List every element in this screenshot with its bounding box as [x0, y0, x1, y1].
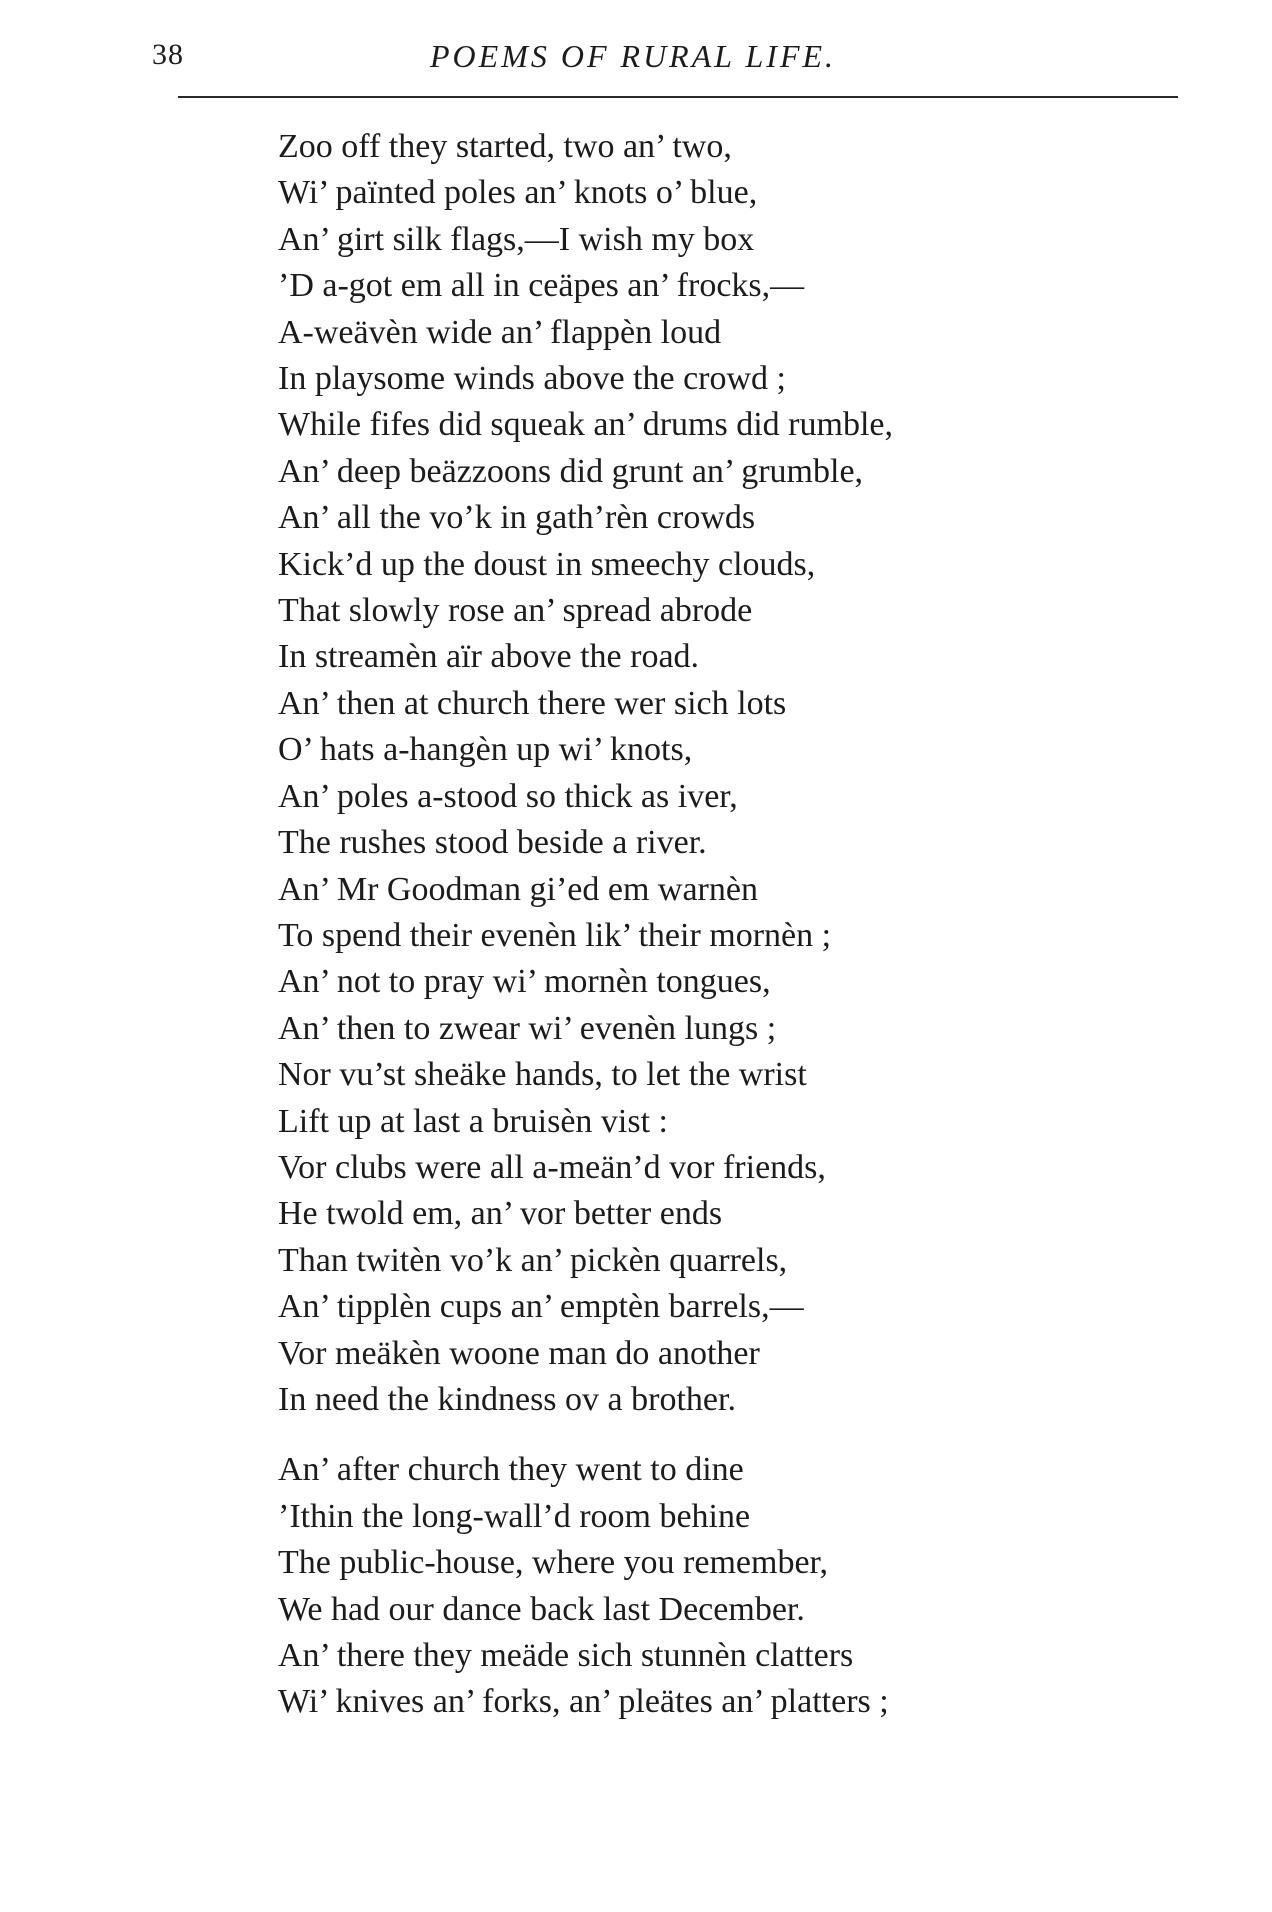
- poem-line: An’ not to pray wi’ mornèn tongues,: [278, 963, 771, 1001]
- poem-line: A-weävèn wide an’ flappèn loud: [278, 313, 722, 351]
- poem-line: Wi’ païnted poles an’ knots o’ blue,: [278, 174, 758, 212]
- poem-line: O’ hats a-hangèn up wi’ knots,: [278, 731, 693, 769]
- poem-line: An’ girt silk flags,—I wish my box: [278, 220, 755, 258]
- header-rule: [178, 96, 1178, 98]
- poem-line: The public-house, where you remember,: [278, 1544, 828, 1582]
- poem-line: An’ all the vo’k in gath’rèn crowds: [278, 499, 756, 537]
- poem-line: Zoo off they started, two an’ two,: [278, 128, 732, 165]
- poem-line: An’ after church they went to dine: [278, 1451, 744, 1489]
- poem-line: An’ then at church there wer sich lots: [278, 684, 787, 722]
- poem-line: An’ Mr Goodman gi’ed em warnèn: [278, 870, 758, 908]
- poem-line: Than twitèn vo’k an’ pickèn quarrels,: [278, 1241, 788, 1279]
- poem-line: In playsome winds above the crowd ;: [278, 360, 786, 398]
- poem-line: An’ then to zwear wi’ evenèn lungs ;: [278, 1009, 777, 1047]
- poem-line: To spend their evenèn lik’ their mornèn ;: [278, 916, 832, 954]
- poem-line: That slowly rose an’ spread abrode: [278, 592, 753, 630]
- poem-line: Kick’d up the doust in smeechy clouds,: [278, 545, 816, 583]
- poem-body: [278, 124, 1178, 1726]
- poem-line: An’ deep beäzzoons did grunt an’ grumble,: [278, 452, 864, 490]
- running-head: [150, 34, 1180, 94]
- poem-line: Nor vu’st sheäke hands, to let the wrist: [278, 1056, 807, 1094]
- poem-line: He twold em, an’ vor better ends: [278, 1195, 723, 1233]
- poem-line: In streamèn aïr above the road.: [278, 638, 700, 676]
- poem-line: ’Ithin the long-wall’d room behine: [278, 1497, 751, 1535]
- stanza: [278, 1447, 1178, 1725]
- poem-line: Wi’ knives an’ forks, an’ pleätes an’ platters ;: [278, 1683, 889, 1721]
- poem-line: Lift up at last a bruisèn vist :: [278, 1102, 668, 1140]
- poem-line: Vor meäkèn woone man do another: [278, 1334, 760, 1372]
- poem-line: The rushes stood beside a river.: [278, 824, 707, 862]
- poem-line: An’ there they meäde sich stunnèn clatters: [278, 1637, 854, 1674]
- poem-line: Vor clubs were all a-meän’d vor friends,: [278, 1148, 826, 1186]
- poem-line: An’ tipplèn cups an’ emptèn barrels,—: [278, 1288, 804, 1326]
- poem-line: We had our dance back last December.: [278, 1590, 805, 1628]
- stanza: [278, 124, 1178, 1423]
- poem-line: In need the kindness ov a brother.: [278, 1380, 736, 1418]
- page-number: 38: [152, 38, 184, 71]
- poem-line: ’D a-got em all in ceäpes an’ frocks,—: [278, 267, 805, 305]
- running-title: POEMS OF RURAL LIFE.: [430, 38, 837, 74]
- poem-line: While fifes did squeak an’ drums did rumble,: [278, 406, 893, 444]
- poem-line: An’ poles a-stood so thick as iver,: [278, 777, 738, 815]
